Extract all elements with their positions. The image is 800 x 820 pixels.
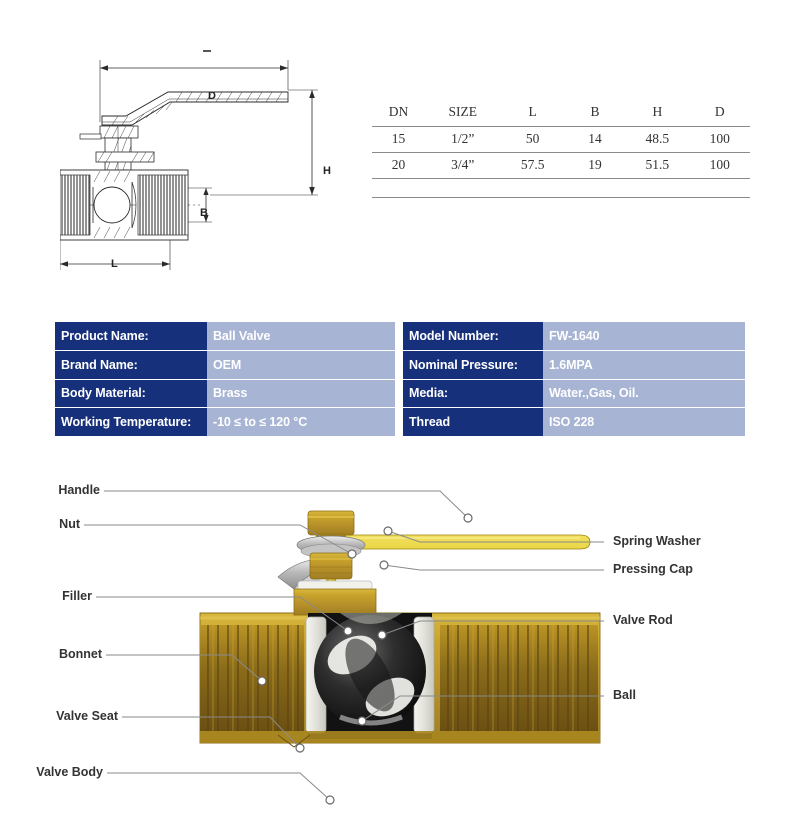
spec-row-model-number bbox=[403, 322, 745, 351]
spec-value-body-material: Brass bbox=[207, 379, 395, 408]
cell-h: 48.5 bbox=[645, 131, 670, 146]
spec-row-nominal-pressure bbox=[403, 351, 745, 380]
spec-value-thread: ISO 228 bbox=[543, 408, 745, 437]
cell-d: 100 bbox=[709, 157, 730, 172]
callout-label-ball: Ball bbox=[613, 688, 636, 702]
spec-row-media bbox=[403, 379, 745, 408]
table-row-empty bbox=[372, 198, 750, 217]
valve-cad-drawing bbox=[60, 30, 360, 280]
column-header-size: SIZE bbox=[448, 104, 477, 119]
dimension-table-header-row bbox=[372, 100, 750, 127]
spec-table-right bbox=[403, 322, 745, 436]
technical-drawing-section bbox=[0, 0, 800, 300]
callout-label-valve-rod: Valve Rod bbox=[613, 613, 673, 627]
callout-label-handle: Handle bbox=[58, 483, 100, 497]
column-header-d: D bbox=[714, 104, 725, 119]
dimension-label-b: B bbox=[200, 207, 208, 219]
spec-row-product-name bbox=[55, 322, 395, 351]
column-header-dn: DN bbox=[388, 104, 409, 119]
cell-dn: 15 bbox=[391, 131, 406, 146]
callout-label-pressing-cap: Pressing Cap bbox=[613, 562, 693, 576]
cell-b: 19 bbox=[588, 157, 602, 172]
spec-key-working-temperature: Working Temperature: bbox=[55, 408, 207, 437]
spec-key-thread: Thread bbox=[403, 408, 543, 437]
spec-value-brand-name: OEM bbox=[207, 351, 395, 380]
spec-key-brand-name: Brand Name: bbox=[55, 351, 207, 380]
annotated-valve-photo-section bbox=[0, 455, 800, 820]
specifications-section bbox=[0, 322, 800, 447]
spec-row-thread bbox=[403, 408, 745, 437]
table-row-empty bbox=[372, 179, 750, 198]
spec-key-body-material: Body Material: bbox=[55, 379, 207, 408]
spec-value-media: Water.,Gas, Oil. bbox=[543, 379, 745, 408]
spec-value-nominal-pressure: 1.6MPA bbox=[543, 351, 745, 380]
cell-l: 50 bbox=[525, 131, 540, 146]
column-header-l: L bbox=[528, 104, 537, 119]
cell-h: 51.5 bbox=[645, 157, 670, 172]
spec-key-nominal-pressure: Nominal Pressure: bbox=[403, 351, 543, 380]
spec-row-working-temperature bbox=[55, 408, 395, 437]
cell-d: 100 bbox=[709, 131, 730, 146]
callout-leader-lines bbox=[0, 455, 800, 820]
spec-key-model-number: Model Number: bbox=[403, 322, 543, 351]
callout-label-valve-body: Valve Body bbox=[36, 765, 103, 779]
callout-label-spring-washer: Spring Washer bbox=[613, 534, 701, 548]
spec-row-body-material bbox=[55, 379, 395, 408]
spec-key-media: Media: bbox=[403, 379, 543, 408]
dimension-table bbox=[372, 100, 750, 217]
column-header-b: B bbox=[590, 104, 600, 119]
spec-row-brand-name bbox=[55, 351, 395, 380]
cell-dn: 20 bbox=[391, 157, 406, 172]
callout-label-filler: Filler bbox=[62, 589, 92, 603]
table-row bbox=[372, 153, 750, 179]
dimension-label-d: D bbox=[208, 90, 216, 102]
cell-size: 1/2” bbox=[451, 131, 475, 146]
spec-value-model-number: FW-1640 bbox=[543, 322, 745, 351]
spec-value-working-temperature: -10 ≤ to ≤ 120 °C bbox=[207, 408, 395, 437]
spec-value-product-name: Ball Valve bbox=[207, 322, 395, 351]
cell-b: 14 bbox=[588, 131, 602, 146]
callout-label-bonnet: Bonnet bbox=[58, 647, 102, 661]
dimension-label-h: H bbox=[323, 165, 331, 177]
callout-label-nut: Nut bbox=[59, 517, 80, 531]
column-header-h: H bbox=[652, 104, 663, 119]
table-row bbox=[372, 127, 750, 153]
dimension-label-l: L bbox=[111, 258, 118, 270]
spec-table-left bbox=[55, 322, 395, 436]
spec-key-product-name: Product Name: bbox=[55, 322, 207, 351]
cell-l: 57.5 bbox=[520, 157, 545, 172]
callout-label-valve-seat: Valve Seat bbox=[56, 709, 118, 723]
cell-size: 3/4” bbox=[451, 157, 475, 172]
